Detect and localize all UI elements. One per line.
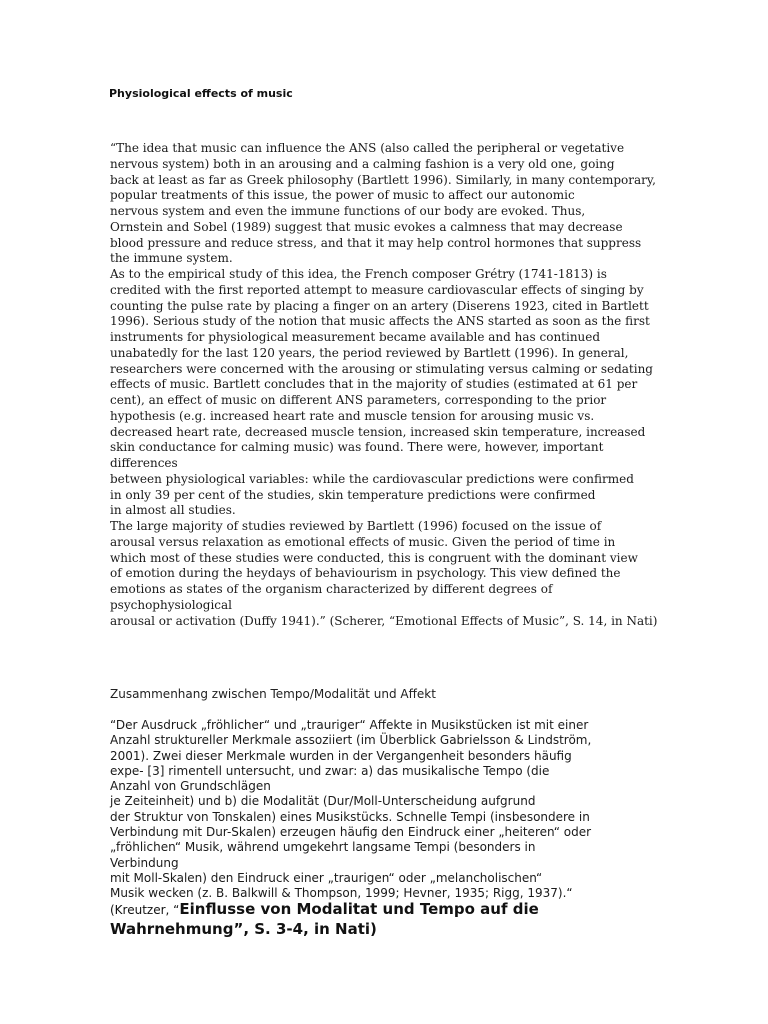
quote-line: Verbindung mit Dur-Skalen) erzeugen häufig den Eindruck einer „heiteren“ oder (110, 825, 592, 840)
quote-line: nervous system and even the immune functions of our body are evoked. Thus, (110, 204, 586, 218)
quote-line: Anzahl struktureller Merkmale assoziiert (im Überblick Gabrielsson & Lindström, (110, 733, 592, 748)
quote-line: mit Moll-Skalen) den Eindruck einer „traurigen“ oder „melancholischen“ (110, 870, 543, 885)
quote-line: popular treatments of this issue, the power of music to affect our autonomic (110, 188, 575, 203)
quote-line: nervous system) both in an arousing and a calming fashion is a very old one, going (110, 156, 615, 171)
quote-line: blood pressure and reduce stress, and that it may help control hormones that suppress (110, 235, 642, 250)
quote-line: As to the empirical study of this idea, the French composer Grétry (1741-1813) is (110, 267, 607, 281)
quote-line: arousal or activation (Duffy 1941).” (Scherer, “Emotional Effects of Music”, S. 14, in Nati) (110, 613, 658, 628)
quote-line: decreased heart rate, decreased muscle tension, increased skin temperature, increased (110, 424, 646, 439)
quote-line: researchers were concerned with the arousing or stimulating versus calming or sedating (110, 361, 653, 376)
citation-title-part2: Wahrnehmung”, S. 3-4, in Nati) (110, 920, 377, 938)
quote-line: instruments for physiological measurement became available and has continued (110, 330, 601, 344)
quote-line: „fröhlichen“ Musik, während umgekehrt langsame Tempi (besonders in (110, 840, 536, 855)
quote-line: Anzahl von Grundschlägen (110, 779, 271, 794)
section-title-tempo-modality: Zusammenhang zwischen Tempo/Modalität und Affekt (110, 687, 436, 701)
quote-line: skin conductance for calming music) was found. There were, however, important (110, 440, 604, 455)
quote-line: credited with the first reported attempt to measure cardiovascular effects of singing by (110, 282, 644, 297)
quote-line: in almost all studies. (110, 503, 236, 518)
quote-line: je Zeiteinheit) und b) die Modalität (Dur/Moll-Unterscheidung aufgrund (110, 794, 536, 809)
quote-line: 2001). Zwei dieser Merkmale wurden in der Vergangenheit besonders häufig (110, 748, 572, 763)
scherer-quote-block (110, 141, 670, 629)
citation-title-part1: Einflusse von Modalitat und Tempo auf die (179, 900, 539, 918)
quote-line: psychophysiological (110, 597, 232, 612)
quote-line: which most of these studies were conducted, this is congruent with the dominant view (110, 550, 638, 565)
quote-line: between physiological variables: while the cardiovascular predictions were confirmed (110, 471, 634, 486)
quote-line: cent), an effect of music on different ANS parameters, corresponding to the prior (110, 393, 607, 407)
quote-line: “The idea that music can influence the ANS (also called the peripheral or vegetative (110, 141, 625, 155)
quote-line: unabatedly for the last 120 years, the period reviewed by Bartlett (1996). In general, (110, 345, 629, 360)
citation-line-1 (110, 899, 690, 919)
document-heading: Physiological effects of music (109, 87, 293, 100)
quote-line: hypothesis (e.g. increased heart rate and muscle tension for arousing music vs. (110, 408, 595, 423)
quote-line: of emotion during the heydays of behaviourism in psychology. This view defined the (110, 566, 621, 581)
quote-line: effects of music. Bartlett concludes that in the majority of studies (estimated at 61 per (110, 377, 638, 392)
quote-line: Musik wecken (z. B. Balkwill & Thompson, 1999; Hevner, 1935; Rigg, 1937).“ (110, 886, 573, 901)
quote-line: 1996). Serious study of the notion that music affects the ANS started as soon as the first (110, 314, 650, 329)
quote-line: differences (110, 456, 178, 470)
kreutzer-quote-block (110, 718, 670, 902)
citation-prefix: (Kreutzer, “ (110, 903, 180, 917)
quote-line: “Der Ausdruck „fröhlicher“ und „trauriger“ Affekte in Musikstücken ist mit einer (110, 718, 589, 732)
quote-line: arousal versus relaxation as emotional effects of music. Given the period of time in (110, 534, 616, 549)
quote-line: expe- [3] rimentell untersucht, und zwar: a) das musikalische Tempo (die (110, 763, 550, 778)
quote-line: Ornstein and Sobel (1989) suggest that music evokes a calmness that may decrease (110, 219, 623, 234)
quote-line: the immune system. (110, 251, 233, 266)
kreutzer-citation (110, 899, 690, 939)
quote-line: der Struktur von Tonskalen) eines Musikstücks. Schnelle Tempi (insbesondere in (110, 809, 590, 824)
quote-line: in only 39 per cent of the studies, skin temperature predictions were confirmed (110, 487, 596, 502)
quote-line: emotions as states of the organism characterized by different degrees of (110, 582, 553, 596)
quote-line: counting the pulse rate by placing a finger on an artery (Diserens 1923, cited in Bartlett (110, 298, 649, 313)
quote-line: The large majority of studies reviewed by Bartlett (1996) focused on the issue of (110, 519, 602, 533)
quote-line: back at least as far as Greek philosophy (Bartlett 1996). Similarly, in many contemporary, (110, 172, 656, 187)
quote-line: Verbindung (110, 855, 179, 870)
